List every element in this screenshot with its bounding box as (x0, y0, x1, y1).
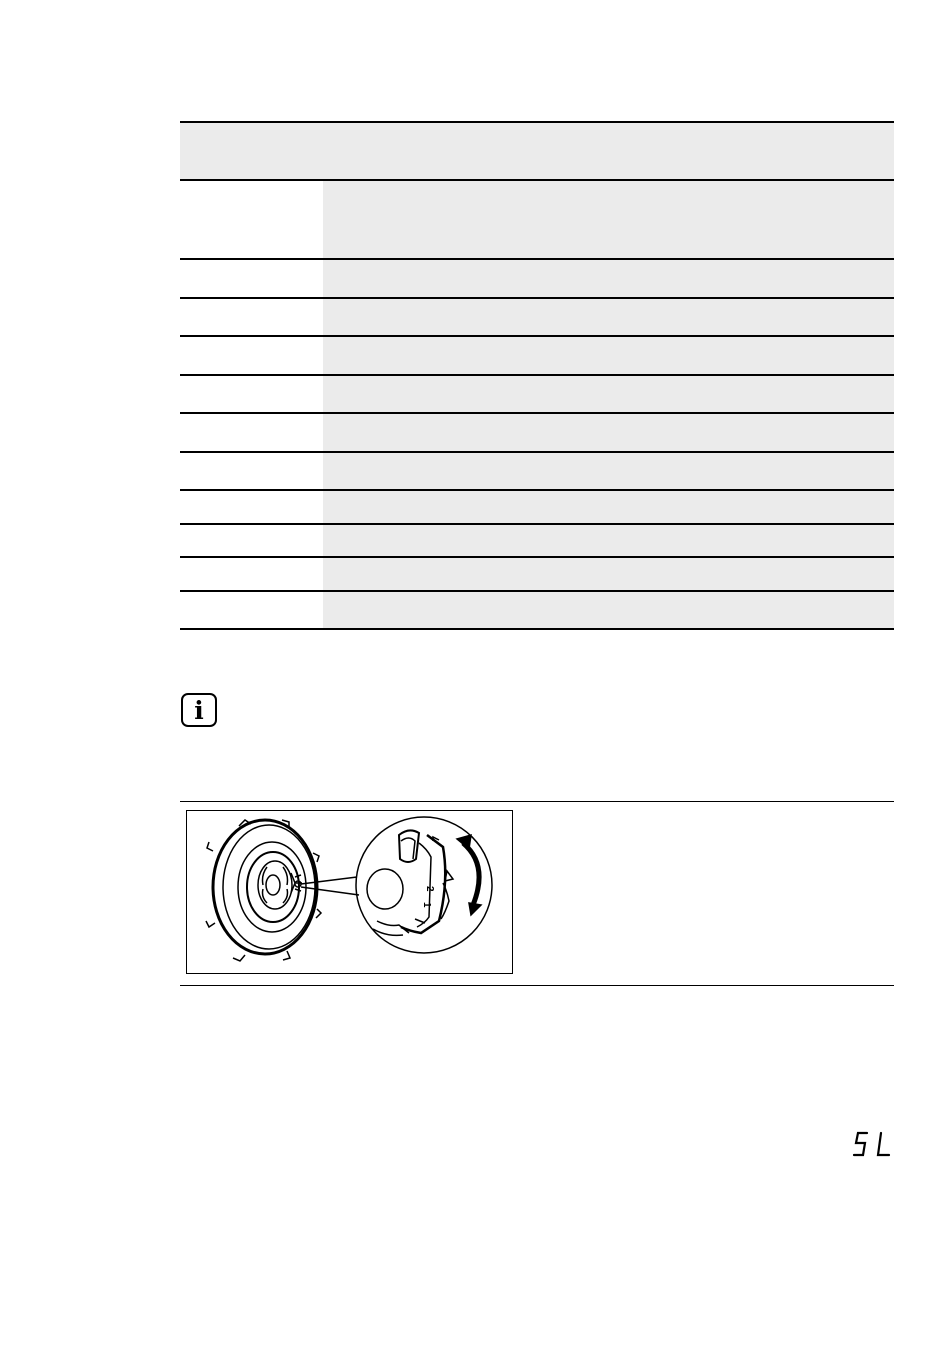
table-header-cell (180, 123, 894, 179)
figure-bottom-rule (180, 985, 894, 986)
info-icon (181, 693, 217, 727)
dial-label-2: 2 (424, 886, 435, 892)
info-glyph: i (194, 696, 204, 725)
table-row (180, 491, 894, 525)
table-cell (323, 299, 894, 335)
table-row (180, 558, 894, 592)
table-cell (323, 453, 894, 489)
table-cell (323, 376, 894, 412)
display-sl-glyphs (852, 1130, 894, 1160)
table-row (180, 181, 894, 260)
seven-segment-display (852, 1130, 894, 1160)
table-row (180, 525, 894, 558)
table-header-row (180, 123, 894, 181)
settings-table (180, 121, 894, 630)
table-cell (323, 337, 894, 374)
table-cell (323, 414, 894, 451)
table-row (180, 299, 894, 337)
table-row (180, 414, 894, 453)
dial-label-1: 1 (421, 902, 432, 908)
table-cell (323, 525, 894, 556)
table-row (180, 260, 894, 299)
dial-drawing (187, 811, 514, 975)
table-cell (323, 592, 894, 628)
table-row (180, 337, 894, 376)
table-cell (323, 181, 894, 258)
figure-top-rule (180, 801, 894, 802)
table-row (180, 592, 894, 630)
table-row (180, 376, 894, 414)
table-cell (323, 558, 894, 590)
table-cell (323, 260, 894, 297)
table-cell (323, 491, 894, 523)
water-hardness-dial-illustration (186, 810, 513, 974)
table-row (180, 453, 894, 491)
